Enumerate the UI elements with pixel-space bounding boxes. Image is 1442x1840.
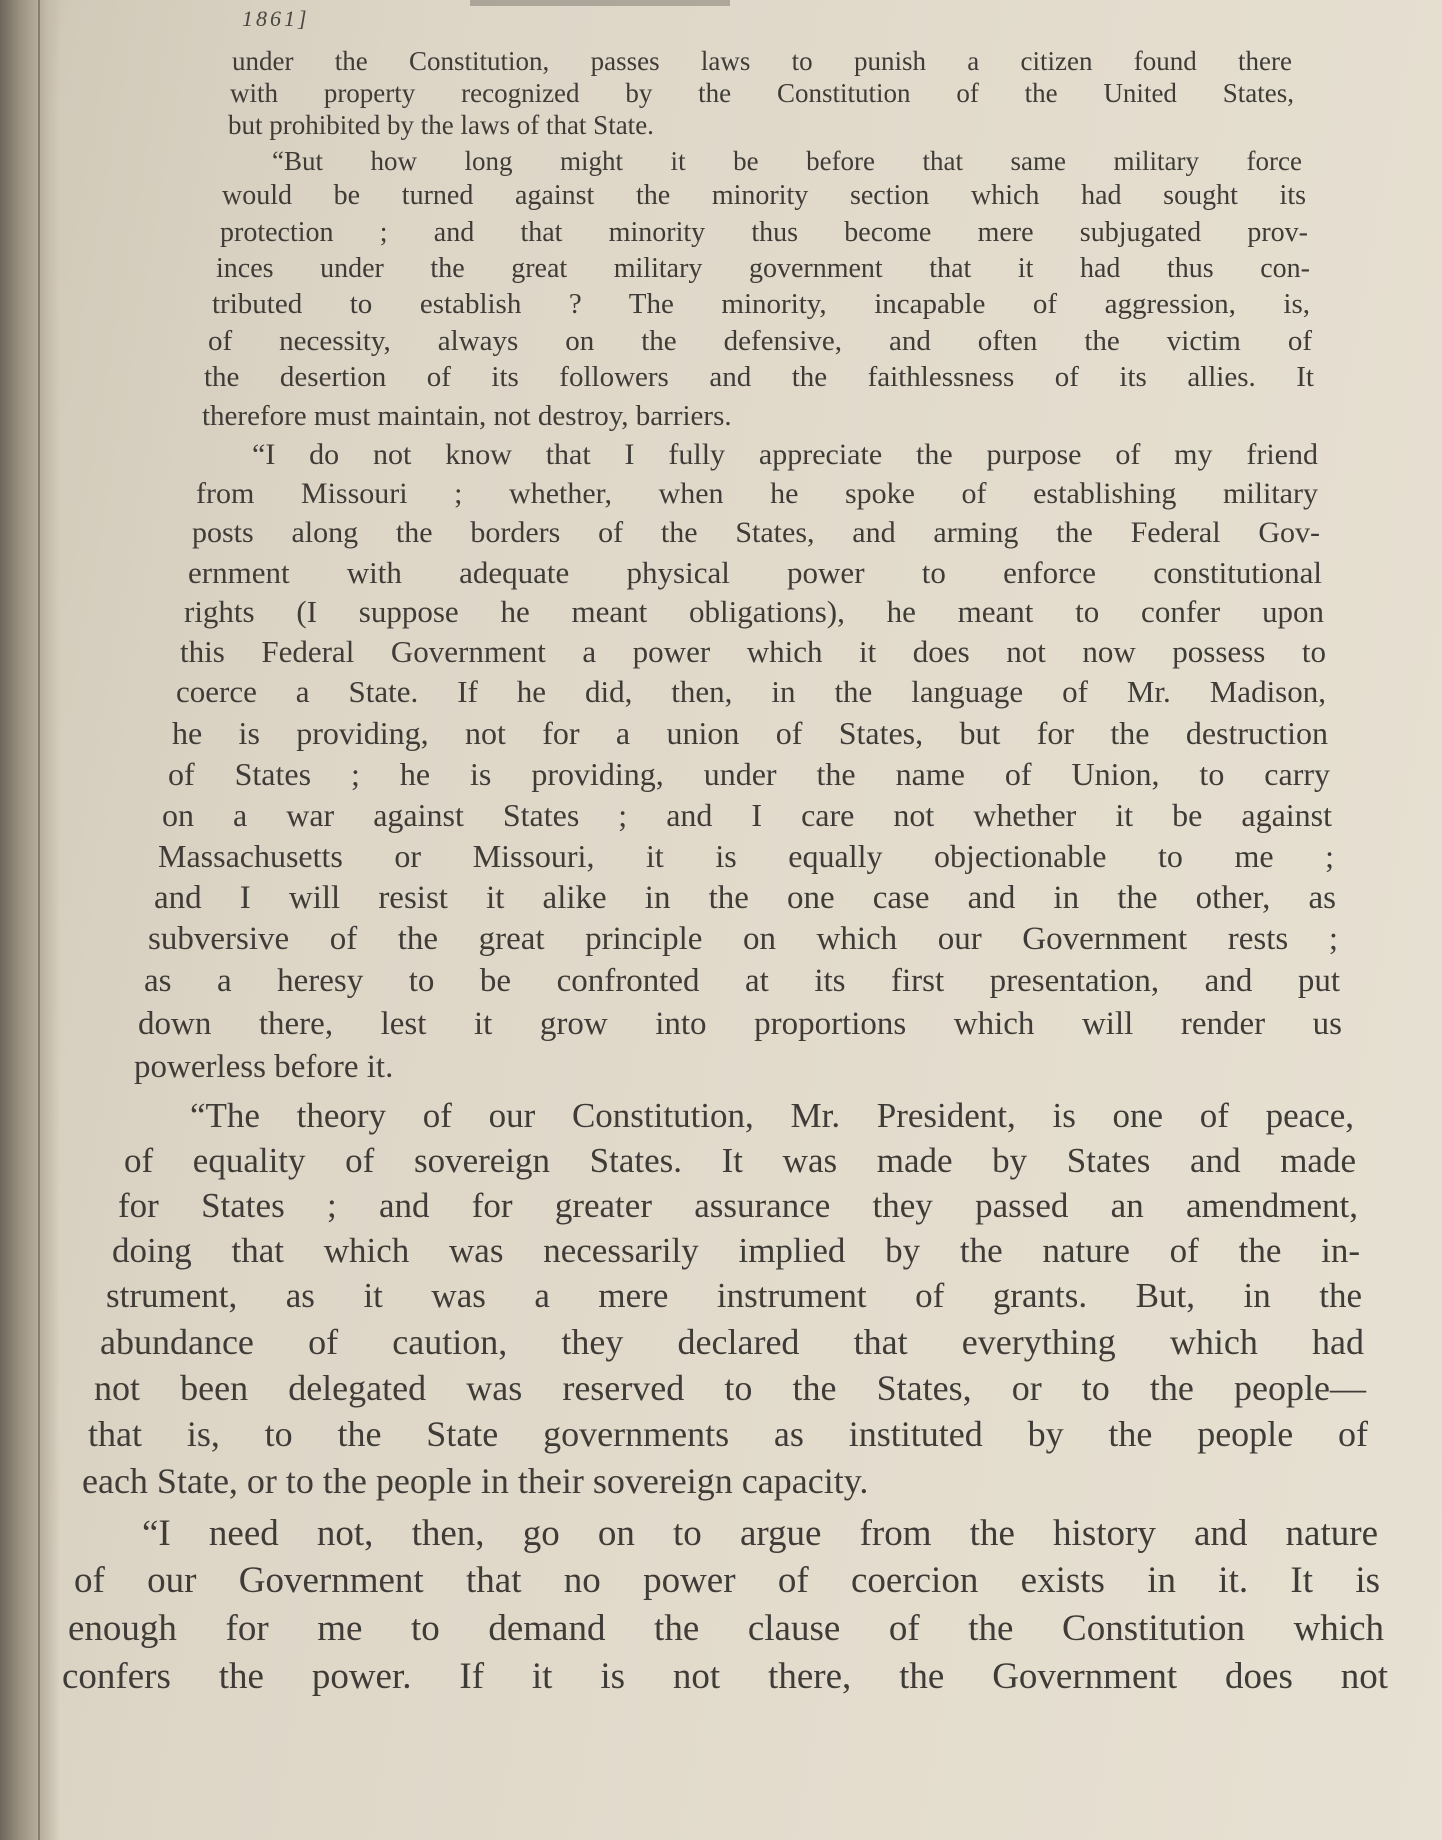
text-line: strument, as it was a mere instrument of grants. But, in the	[106, 1276, 1362, 1315]
text-line: with property recognized by the Constitution of the United States,	[230, 78, 1294, 108]
text-line: rights (I suppose he meant obligations), he meant to confer upon	[184, 594, 1324, 629]
running-head: 1861]	[242, 6, 310, 31]
text-line: this Federal Government a power which it does not now possess to	[180, 634, 1326, 669]
text-line: and I will resist it alike in the one case and in the other, as	[154, 880, 1336, 916]
text-line: “I do not know that I fully appreciate the purpose of my friend	[252, 438, 1318, 471]
text-line: doing that which was necessarily implied by the nature of the in-	[112, 1231, 1360, 1270]
text-line: powerless before it.	[134, 1049, 394, 1085]
text-line: for States ; and for greater assurance they passed an amendment,	[118, 1186, 1358, 1225]
text-line: on a war against States ; and I care not whether it be against	[162, 797, 1332, 833]
text-line: abundance of caution, they declared that everything which had	[100, 1322, 1364, 1362]
text-line: inces under the great military government that it had thus con-	[216, 253, 1310, 284]
text-line: under the Constitution, passes laws to punish a citizen found there	[232, 46, 1292, 76]
text-line: of equality of sovereign States. It was made by States and made	[124, 1141, 1356, 1180]
text-line: ernment with adequate physical power to enforce constitutional	[188, 555, 1322, 590]
text-line: he is providing, not for a union of States, but for the destruction	[172, 715, 1328, 751]
text-line: “I need not, then, go on to argue from the history and nature	[142, 1513, 1378, 1554]
text-line: but prohibited by the laws of that State.	[228, 110, 654, 140]
text-line: would be turned against the minority section which had sought its	[222, 180, 1306, 211]
text-line: “But how long might it be before that same military force	[272, 146, 1302, 176]
text-line: confers the power. If it is not there, the Government does not	[62, 1656, 1388, 1697]
text-line: from Missouri ; whether, when he spoke of establishing military	[196, 477, 1318, 510]
text-line: of our Government that no power of coercion exists in it. It is	[74, 1560, 1380, 1601]
text-line: enough for me to demand the clause of the Constitution which	[68, 1608, 1384, 1649]
text-line: that is, to the State governments as instituted by the people of	[88, 1414, 1368, 1454]
text-line: down there, lest it grow into proportions which will render us	[138, 1006, 1342, 1042]
text-line: posts along the borders of the States, and arming the Federal Gov-	[192, 516, 1320, 549]
text-line: each State, or to the people in their sovereign capacity.	[82, 1461, 869, 1501]
text-line: Massachusetts or Missouri, it is equally objectionable to me ;	[158, 838, 1334, 874]
text-line: coerce a State. If he did, then, in the language of Mr. Madison,	[176, 674, 1326, 709]
text-line: “The theory of our Constitution, Mr. President, is one of peace,	[190, 1096, 1354, 1135]
text-line: not been delegated was reserved to the States, or to the people—	[94, 1368, 1366, 1408]
text-line: subversive of the great principle on which our Government rests ;	[148, 921, 1338, 957]
text-line: of States ; he is providing, under the name of Union, to carry	[168, 756, 1330, 792]
text-line: the desertion of its followers and the faithlessness of its allies. It	[204, 361, 1314, 393]
text-line: as a heresy to be confronted at its first presentation, and put	[144, 963, 1340, 999]
text-line: tributed to establish ? The minority, incapable of aggression, is,	[212, 288, 1310, 320]
text-line: protection ; and that minority thus become mere subjugated prov-	[220, 217, 1308, 248]
text-line: therefore must maintain, not destroy, barriers.	[202, 400, 732, 432]
text-line: of necessity, always on the defensive, and often the victim of	[208, 325, 1312, 357]
